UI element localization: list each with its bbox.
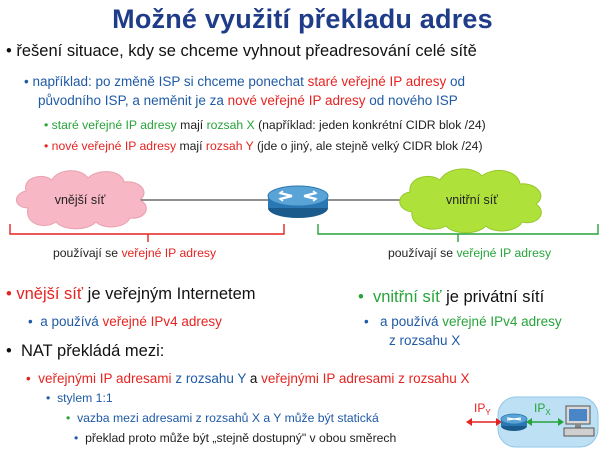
inner-net-sub-colored: veřejné IPv4 adresy — [442, 314, 562, 329]
old-addresses-label: staré veřejné IP adresy — [51, 118, 177, 132]
nat-line-4-text: překlad proto může být „stejně dostupný" v obou směrech — [85, 431, 397, 445]
example-new-addresses: nové veřejné IP adresy — [227, 93, 366, 108]
nat-line-1-part3: a — [246, 371, 262, 386]
nat-line-2-text: stylem 1:1 — [57, 391, 113, 405]
new-addresses-label: nové veřejné IP adresy — [51, 139, 177, 153]
outer-network-label: vnější síť — [54, 193, 106, 207]
inner-net-sub-prefix: a používá — [380, 314, 443, 329]
nat-heading: NAT překládá mezi: — [20, 342, 165, 360]
outer-net-bullet: • vnější síť je veřejným Internetem — [6, 285, 256, 303]
bullet-example-line2 — [38, 91, 458, 110]
old-range-text-1: mají — [176, 118, 207, 132]
outer-net-desc: je veřejným Internetem — [83, 285, 256, 303]
red-arrowhead-left — [466, 418, 472, 426]
example-old-addresses: staré veřejné IP adresy — [307, 74, 447, 89]
inner-network-label: vnitřní síť — [446, 193, 498, 207]
example-text-4: od nového ISP — [365, 93, 458, 108]
bullet-main-1-text: řešení situace, kdy se chceme vyhnout přeadresování celé sítě — [16, 42, 477, 60]
inner-caption-prefix: používají se — [388, 246, 457, 260]
inner-net-sub: • a používá veřejné IPv4 adresy — [364, 314, 562, 329]
example-text-2: od — [446, 74, 466, 89]
computer-icon — [564, 406, 594, 436]
slide-title: Možné využití překladu adres — [112, 4, 493, 34]
bullet-old-range: • staré veřejné IP adresy mají rozsah X (například: jeden konkrétní CIDR blok /24) — [44, 118, 486, 132]
outer-net-sub-colored: veřejné IPv4 adresy — [102, 314, 222, 329]
range-y-label: rozsah Y — [205, 139, 254, 153]
outer-net-sub-prefix: a používá — [40, 314, 103, 329]
nat-line-2: • stylem 1:1 — [46, 391, 113, 405]
outer-net-sub: • a používá veřejné IPv4 adresy — [28, 314, 222, 329]
new-range-text-2: (jde o jiný, ale stejně velký CIDR blok /24) — [253, 139, 483, 153]
bullet-example: • například: po změně ISP si chceme ponechat staré veřejné IP adresy od — [24, 74, 466, 89]
outer-caption-prefix: používají se — [53, 246, 122, 260]
nat-line-1-part1: veřejnými IP adresami — [38, 371, 176, 386]
outer-caption — [53, 246, 216, 260]
nat-heading-bullet: • NAT překládá mezi: — [6, 342, 165, 360]
nat-line-3: • vazba mezi adresami z rozsahů X a Y může být statická — [66, 411, 379, 425]
example-text-3: původního ISP, a neměnit je za — [38, 93, 228, 108]
mini-router-icon — [501, 414, 527, 431]
nat-line-4: • překlad proto může být „stejně dostupný" v obou směrech — [74, 431, 397, 445]
inner-caption-colored: veřejné IP adresy — [456, 246, 552, 260]
inner-net-desc: je privátní sítí — [441, 288, 545, 306]
nat-mini-diagram — [462, 392, 602, 450]
nat-line-3-text: vazba mezi adresami z rozsahů X a Y může být statická — [77, 411, 379, 425]
nat-line-1-part4: veřejnými IP adresami z rozsahu X — [261, 371, 470, 386]
outer-net-title: vnější síť — [16, 285, 84, 303]
inner-net-bullet: • vnitřní síť je privátní sítí — [358, 288, 545, 306]
bullet-new-range: • nové veřejné IP adresy mají rozsah Y (jde o jiný, ale stejně velký CIDR blok /24) — [44, 139, 483, 153]
outer-bracket — [10, 224, 284, 234]
outer-caption-colored: veřejné IP adresy — [121, 246, 217, 260]
ip-y-label: $IP_Y$ — [474, 401, 491, 417]
inner-net-title: vnitřní síť — [372, 288, 442, 306]
new-range-text-1: mají — [176, 139, 206, 153]
nat-line-1: • veřejnými IP adresami z rozsahu Y a veřejnými IP adresami z rozsahu X — [26, 371, 470, 386]
bullet-main-1: • řešení situace, kdy se chceme vyhnout přeadresování celé sítě — [6, 42, 477, 60]
nat-line-1-part2: z rozsahu Y — [175, 371, 247, 386]
range-x-label: rozsah X — [206, 118, 255, 132]
inner-net-sub-line2: z rozsahu X — [389, 333, 461, 348]
router-icon — [268, 186, 328, 218]
inner-caption — [388, 246, 551, 260]
ip-x-label: $IP_X$ — [534, 401, 551, 417]
example-text-1: například: po změně ISP si chceme ponechat — [32, 74, 308, 89]
old-range-text-2: (například: jeden konkrétní CIDR blok /24) — [254, 118, 486, 132]
